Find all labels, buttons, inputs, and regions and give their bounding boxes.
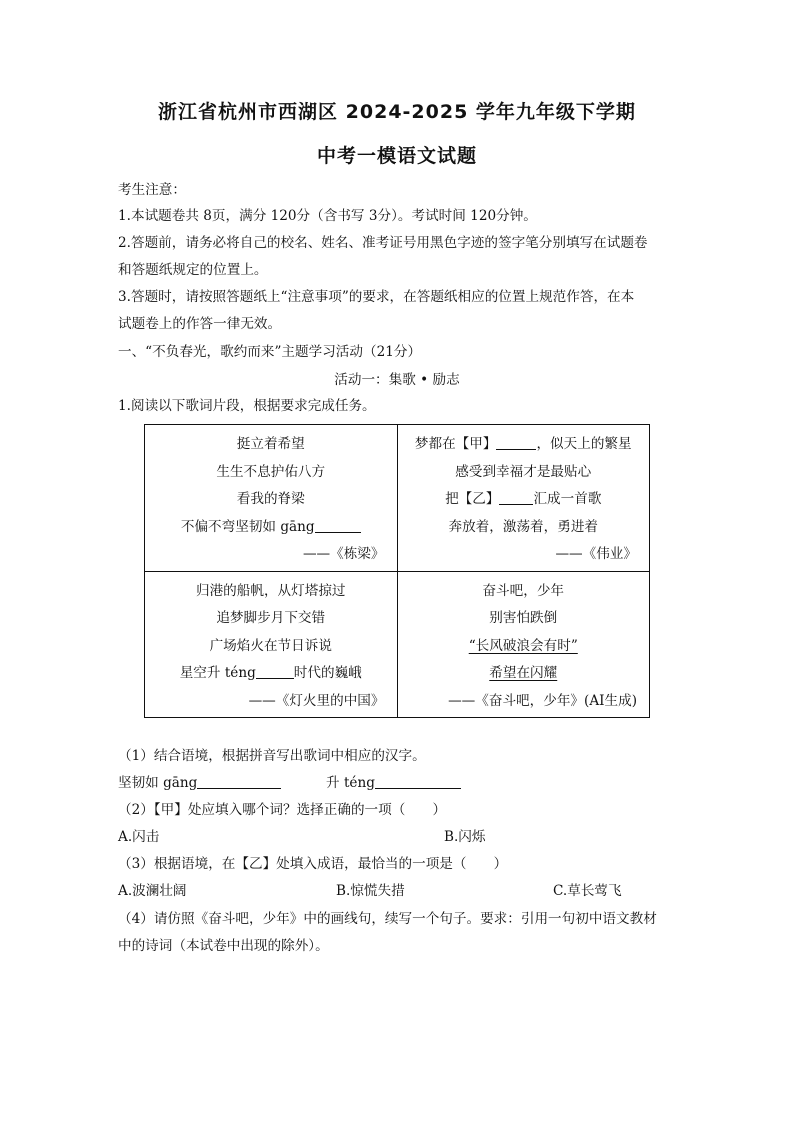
lyric-line: 感受到幸福才是最贴心 [455, 463, 592, 480]
lyric-line: 生生不息护佑八方 [216, 463, 326, 480]
lyric-text: ，似天上的繁星 [536, 436, 632, 452]
sub-question-4b: 中的诗词（本试卷中出现的除外）。 [118, 938, 329, 954]
lyric-line: 广场焰火在节日诉说 [209, 637, 332, 654]
lyric-line [155, 660, 387, 688]
lyric-source: ——《栋梁》 [302, 546, 385, 562]
lyric-line: 奋斗吧，少年 [482, 582, 565, 599]
sub-question-3: （3）根据语境，在【乙】处填入成语，最恰当的一项是（ ） [118, 856, 508, 872]
option-2b[interactable]: B.闪烁 [444, 829, 486, 845]
exam-title-line1: 浙江省杭州市西湖区 2024-2025 学年九年级下学期 [158, 101, 636, 123]
lyric-text: 不偏不弯坚韧如 gāng [180, 518, 315, 535]
answer-label-teng: 升 téng [326, 775, 375, 791]
notice-item-2a: 2.答题前，请务必将自己的校名、姓名、准考证号用黑色字迹的签字笔分别填写在试题卷 [118, 235, 648, 251]
notice-item-1: 1.本试题卷共 8页，满分 120分（含书写 3分）。考试时间 120分钟。 [118, 208, 537, 224]
lyric-line-underlined: “长风破浪会有时” [468, 637, 578, 654]
lyric-text: 把【乙】 [445, 491, 500, 507]
lyric-line: 看我的脊梁 [236, 491, 305, 507]
lyric-line: 追梦脚步月下交错 [216, 610, 326, 626]
lyric-text: 梦都在【甲】 [414, 436, 497, 452]
lyric-text: 时代的巍峨 [293, 665, 362, 681]
option-3b[interactable]: B.惊慌失措 [336, 883, 405, 899]
answer-line-1 [118, 773, 678, 793]
lyric-line [408, 486, 640, 514]
notice-item-3b: 试题卷上的作答一律无效。 [118, 316, 282, 332]
lyric-source: ——《奋斗吧，少年》(AI生成) [448, 692, 637, 709]
answer-blank-teng[interactable] [375, 774, 461, 789]
answer-blank-gang[interactable] [197, 774, 281, 789]
lyric-source: ——《灯火里的中国》 [248, 692, 385, 709]
lyrics-cell-denghuo [145, 571, 398, 718]
lyric-line-underlined: 希望在闪耀 [489, 665, 558, 681]
question-1-stem: 1.阅读以下歌词片段，根据要求完成任务。 [118, 398, 376, 414]
lyric-line [155, 514, 387, 542]
blank-teng [256, 664, 294, 679]
section1-title: 一、“不负春光，歌约而来”主题学习活动（21分） [118, 344, 422, 360]
lyric-source: ——《伟业》 [555, 546, 637, 562]
blank-jia [496, 435, 536, 450]
sub-question-1: （1）结合语境，根据拼音写出歌词中相应的汉字。 [118, 748, 426, 764]
option-3c[interactable]: C.草长莺飞 [553, 883, 622, 899]
notice-item-3a: 3.答题时，请按照答题纸上“注意事项”的要求，在答题纸相应的位置上规范作答，在本 [118, 289, 635, 305]
lyric-line: 别害怕跌倒 [489, 610, 558, 626]
notice-item-2b: 和答题纸规定的位置上。 [118, 262, 268, 278]
lyrics-cell-dongliang [145, 425, 398, 572]
exam-title-line2: 中考一模语文试题 [316, 145, 477, 167]
lyric-line: 挺立着希望 [236, 436, 305, 452]
lyric-line: 归港的船帆，从灯塔掠过 [195, 582, 346, 599]
lyric-text: 星空升 téng [179, 665, 256, 681]
lyrics-table [144, 424, 650, 718]
lyric-line: 奔放着，激荡着，勇进着 [448, 518, 599, 535]
answer-label-gang: 坚韧如 gāng [118, 775, 198, 791]
blank-gang [315, 518, 361, 533]
option-3a[interactable]: A.波澜壮阔 [118, 883, 187, 899]
option-2a[interactable]: A.闪击 [118, 829, 160, 845]
sub-question-4a: （4）请仿照《奋斗吧，少年》中的画线句，续写一个句子。要求：引用一句初中语文教材 [118, 911, 657, 927]
notice-heading: 考生注意： [118, 182, 186, 198]
lyric-text: 汇成一首歌 [533, 491, 602, 507]
sub-question-2: （2）【甲】处应填入哪个词？选择正确的一项（ ） [118, 802, 447, 818]
lyrics-cell-weiye [397, 425, 650, 572]
activity1-title: 活动一：集歌 • 励志 [334, 372, 460, 388]
lyric-line [408, 431, 640, 459]
blank-yi [499, 490, 533, 505]
lyrics-cell-fendou [397, 571, 650, 718]
